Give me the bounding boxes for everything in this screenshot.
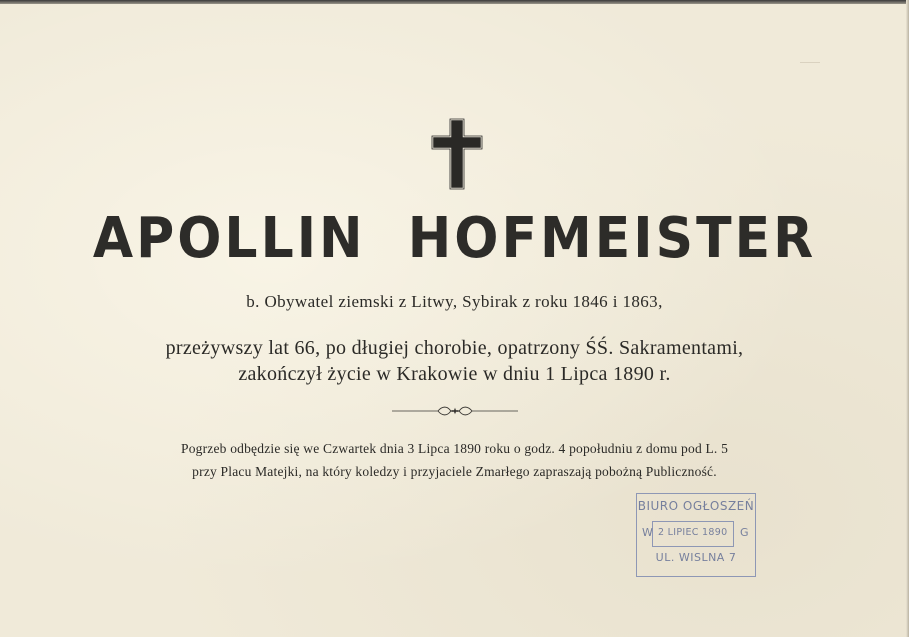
faint-pencil-mark: [800, 52, 820, 63]
ornamental-divider-icon: [392, 403, 518, 419]
latin-cross-icon: [431, 118, 483, 190]
funeral-line-2: przy Placu Matejki, na który koledzy i przyjaciele Zmarłego zapraszają pobożną Publiczność.: [192, 464, 717, 479]
death-line-2: zakończył życie w Krakowie w dniu 1 Lipca 1890 r.: [238, 363, 671, 385]
stamp-left-letter: W: [642, 526, 653, 539]
funeral-line-1: Pogrzeb odbędzie się we Czwartek dnia 3 Lipca 1890 roku o godz. 4 popołudniu z domu pod L. 5: [180, 441, 729, 456]
paper-top-edge: [0, 0, 909, 4]
death-line-1: przeżywszy lat 66, po długiej chorobie, opatrzony ŚŚ. Sakramentami,: [165, 337, 744, 359]
stamp-date-text: 2 LIPIEC 1890: [658, 527, 728, 538]
stamp-top-text: BIURO OGŁOSZEŃ: [637, 499, 755, 513]
description-line: b. Obywatel ziemski z Litwy, Sybirak z roku 1846 i 1863,: [246, 292, 663, 311]
stamp-right-letter: G: [740, 526, 749, 539]
office-stamp: [636, 493, 756, 577]
stamp-bottom-text: UL. WISLNA 7: [655, 551, 737, 564]
deceased-name: APOLLIN HOFMEISTER: [92, 206, 817, 271]
